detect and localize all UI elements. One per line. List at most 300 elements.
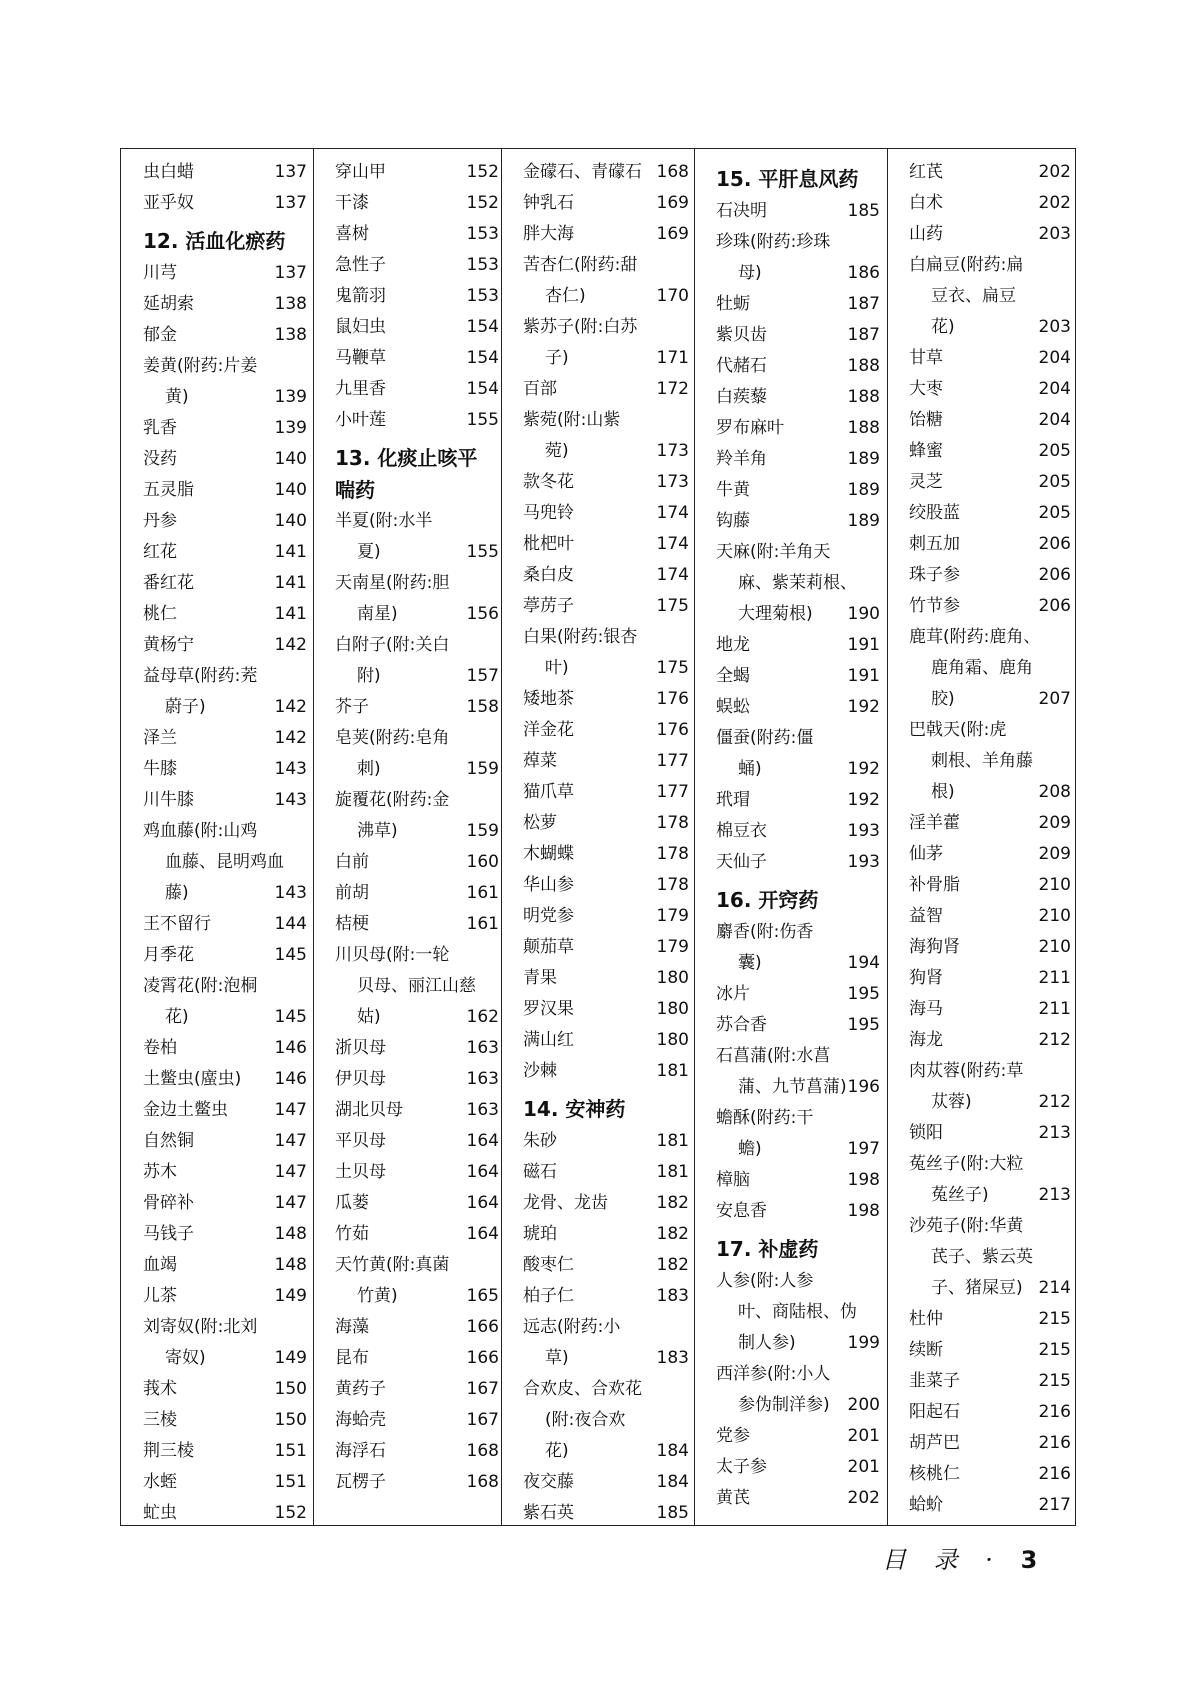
entry-name: 刺五加 [909, 534, 960, 554]
entry-name: 鸡血藤(附:山鸡 [143, 821, 258, 841]
page-number: 151 [274, 1472, 307, 1492]
toc-entry [513, 932, 689, 963]
entry-name: 土贝母 [335, 1162, 386, 1182]
page-number: 175 [656, 658, 689, 678]
entry-name: 锁阳 [909, 1123, 943, 1143]
entry-name: 红芪 [909, 162, 943, 182]
entry-name: 番红花 [143, 573, 194, 593]
toc-entry-continuation [706, 1328, 880, 1359]
toc-entry-continuation [325, 754, 499, 785]
page-number: 205 [1038, 472, 1071, 492]
toc-entry [133, 1126, 307, 1157]
toc-entry [706, 1165, 880, 1196]
toc-entry [706, 816, 880, 847]
toc-entry-continuation [899, 312, 1071, 343]
toc-entry [706, 723, 880, 754]
page-number: 196 [847, 1077, 880, 1097]
page-footer [882, 1540, 1037, 1575]
page-number: 211 [1038, 999, 1071, 1019]
toc-entry-continuation [899, 684, 1071, 715]
page-number: 149 [274, 1348, 307, 1368]
page-number: 138 [274, 294, 307, 314]
page-number: 173 [656, 472, 689, 492]
page-number: 172 [656, 379, 689, 399]
toc-entry [133, 785, 307, 816]
toc-entry [513, 1467, 689, 1498]
page-number: 145 [274, 945, 307, 965]
page-number: 213 [1038, 1123, 1071, 1143]
page-number: 202 [847, 1488, 880, 1508]
entry-name: 郁金 [143, 325, 177, 345]
page-number: 153 [466, 255, 499, 275]
toc-entry [513, 219, 689, 250]
entry-name: 昆布 [335, 1348, 369, 1368]
page-number: 161 [466, 914, 499, 934]
entry-name: 苁蓉) [931, 1092, 972, 1112]
entry-name: 百部 [523, 379, 557, 399]
page-number: 182 [656, 1224, 689, 1244]
toc-entry [899, 1025, 1071, 1056]
page-number: 194 [847, 953, 880, 973]
toc-entry [899, 1056, 1071, 1087]
page-number: 166 [466, 1348, 499, 1368]
entry-name: 三棱 [143, 1410, 177, 1430]
entry-name: 川芎 [143, 263, 177, 283]
entry-name: 13. 化痰止咳平 [335, 446, 478, 470]
toc-entry [325, 878, 499, 909]
page-number: 180 [656, 968, 689, 988]
page-number: 192 [847, 790, 880, 810]
page-number: 195 [847, 1015, 880, 1035]
page-number: 141 [274, 573, 307, 593]
toc-entry-continuation [899, 653, 1071, 684]
toc-entry [325, 785, 499, 816]
toc-column-1 [133, 157, 307, 1525]
page-number: 137 [274, 263, 307, 283]
toc-entry [325, 219, 499, 250]
entry-name: 蔊菜 [523, 751, 557, 771]
page-number: 181 [656, 1131, 689, 1151]
toc-entry [706, 289, 880, 320]
entry-name: 鼠妇虫 [335, 317, 386, 337]
page-number: 181 [656, 1061, 689, 1081]
toc-entry [133, 1157, 307, 1188]
entry-name: 人参(附:人参 [716, 1271, 814, 1291]
toc-entry-continuation [706, 1297, 880, 1328]
toc-entry [899, 1304, 1071, 1335]
page-number: 191 [847, 635, 880, 655]
entry-name: 饴糖 [909, 410, 943, 430]
entry-name: 鹿角霜、鹿角 [931, 658, 1033, 678]
page-number: 147 [274, 1100, 307, 1120]
entry-name: 黄杨宁 [143, 635, 194, 655]
entry-name: 儿茶 [143, 1286, 177, 1306]
entry-name: 干漆 [335, 193, 369, 213]
page-number: 183 [656, 1286, 689, 1306]
page-number: 155 [466, 410, 499, 430]
entry-name: 苏木 [143, 1162, 177, 1182]
toc-entry [706, 979, 880, 1010]
toc-entry [325, 405, 499, 436]
section-heading [706, 878, 880, 917]
entry-name: 韭菜子 [909, 1371, 960, 1391]
page-number: 141 [274, 604, 307, 624]
entry-name: 芥子 [335, 697, 369, 717]
toc-entry [133, 971, 307, 1002]
page-number: 204 [1038, 410, 1071, 430]
page-number: 197 [847, 1139, 880, 1159]
toc-entry [133, 1064, 307, 1095]
page-number: 180 [656, 999, 689, 1019]
toc-entry-continuation [706, 568, 880, 599]
toc-entry [133, 630, 307, 661]
page-number: 187 [847, 294, 880, 314]
entry-name: 牛黄 [716, 480, 750, 500]
toc-entry [706, 1196, 880, 1227]
entry-name: 土鳖虫(䗪虫) [143, 1069, 242, 1089]
toc-entry-continuation [325, 816, 499, 847]
toc-entry [899, 1118, 1071, 1149]
page-number: 140 [274, 480, 307, 500]
page-number: 162 [466, 1007, 499, 1027]
entry-name: 12. 活血化瘀药 [143, 229, 286, 253]
entry-name: 沸草) [357, 821, 398, 841]
entry-name: 胡芦巴 [909, 1433, 960, 1453]
toc-entry [133, 506, 307, 537]
entry-name: 蔚子) [165, 697, 206, 717]
page-number: 188 [847, 387, 880, 407]
toc-entry [325, 157, 499, 188]
page-number: 177 [656, 782, 689, 802]
entry-name: 明党参 [523, 906, 574, 926]
page-number: 159 [466, 759, 499, 779]
page-number: 155 [466, 542, 499, 562]
entry-name: 金边土鳖虫 [143, 1100, 228, 1120]
toc-entry [706, 661, 880, 692]
entry-name: 花) [165, 1007, 189, 1027]
section-heading [706, 157, 880, 196]
page-number: 150 [274, 1410, 307, 1430]
toc-entry [513, 591, 689, 622]
entry-name: 骨碎补 [143, 1193, 194, 1213]
entry-name: 没药 [143, 449, 177, 469]
toc-entry [706, 475, 880, 506]
page-number: 198 [847, 1170, 880, 1190]
toc-column-4 [706, 157, 880, 1525]
toc-entry [899, 560, 1071, 591]
toc-entry [133, 1250, 307, 1281]
toc-entry [325, 1312, 499, 1343]
toc-entry [325, 1126, 499, 1157]
toc-entry [899, 932, 1071, 963]
toc-entry [706, 1359, 880, 1390]
entry-name: 淫羊藿 [909, 813, 960, 833]
footer-separator: · [985, 1546, 1003, 1574]
entry-name: 水蛭 [143, 1472, 177, 1492]
toc-entry [133, 537, 307, 568]
entry-name: 天竹黄(附:真菌 [335, 1255, 450, 1275]
toc-column-3 [513, 157, 689, 1525]
toc-entry [513, 1281, 689, 1312]
toc-entry [513, 808, 689, 839]
toc-entry [133, 188, 307, 219]
toc-entry [899, 1428, 1071, 1459]
page-number: 213 [1038, 1185, 1071, 1205]
entry-name: 伊贝母 [335, 1069, 386, 1089]
toc-entry [899, 188, 1071, 219]
entry-name: 马兜铃 [523, 503, 574, 523]
toc-entry [706, 847, 880, 878]
page-number: 3 [1020, 1546, 1038, 1574]
entry-name: 僵蚕(附药:僵 [716, 728, 814, 748]
entry-name: 卷柏 [143, 1038, 177, 1058]
page-number: 191 [847, 666, 880, 686]
toc-entry-continuation [706, 1134, 880, 1165]
page-number: 163 [466, 1100, 499, 1120]
toc-entry [899, 591, 1071, 622]
entry-name: 黄药子 [335, 1379, 386, 1399]
entry-name: 虻虫 [143, 1503, 177, 1523]
page-number: 209 [1038, 813, 1071, 833]
page-number: 206 [1038, 596, 1071, 616]
toc-entry [513, 622, 689, 653]
entry-name: 参伪制洋参) [738, 1395, 830, 1415]
entry-name: 太子参 [716, 1457, 767, 1477]
toc-entry [899, 529, 1071, 560]
entry-name: 鬼箭羽 [335, 286, 386, 306]
toc-entry [325, 1405, 499, 1436]
toc-entry [899, 715, 1071, 746]
toc-entry [899, 157, 1071, 188]
entry-name: 麻、紫茉莉根、 [738, 573, 857, 593]
page-number: 174 [656, 503, 689, 523]
entry-name: 蜈蚣 [716, 697, 750, 717]
toc-entry [133, 1219, 307, 1250]
page-number: 165 [466, 1286, 499, 1306]
entry-name: 木蝴蝶 [523, 844, 574, 864]
toc-entry [899, 808, 1071, 839]
entry-name: 夏) [357, 542, 381, 562]
toc-entry [706, 1421, 880, 1452]
toc-entry-continuation [513, 1436, 689, 1467]
page-number: 203 [1038, 317, 1071, 337]
page-number: 211 [1038, 968, 1071, 988]
entry-name: 海马 [909, 999, 943, 1019]
page-number: 206 [1038, 534, 1071, 554]
toc-entry [133, 1374, 307, 1405]
entry-name: 苦杏仁(附药:甜 [523, 255, 638, 275]
page-number: 168 [656, 162, 689, 182]
page-number: 139 [274, 418, 307, 438]
toc-entry-continuation [706, 1390, 880, 1421]
page-number: 157 [466, 666, 499, 686]
page-number: 152 [466, 193, 499, 213]
toc-entry [325, 250, 499, 281]
entry-name: 黄芪 [716, 1488, 750, 1508]
toc-entry-continuation [133, 878, 307, 909]
entry-name: 白附子(附:关白 [335, 635, 450, 655]
page-number: 208 [1038, 782, 1071, 802]
page-number: 193 [847, 821, 880, 841]
entry-name: 琥珀 [523, 1224, 557, 1244]
toc-entry [133, 1498, 307, 1529]
entry-name: 矮地茶 [523, 689, 574, 709]
entry-name: 紫苏子(附:白苏 [523, 317, 638, 337]
toc-entry-continuation [325, 661, 499, 692]
entry-name: 珠子参 [909, 565, 960, 585]
page-number: 166 [466, 1317, 499, 1337]
page-number: 163 [466, 1038, 499, 1058]
toc-entry [513, 994, 689, 1025]
entry-name: 天仙子 [716, 852, 767, 872]
entry-name: 子) [545, 348, 569, 368]
toc-entry [325, 940, 499, 971]
section-heading [513, 1087, 689, 1126]
toc-entry [513, 1250, 689, 1281]
toc-entry [899, 1490, 1071, 1521]
entry-name: 14. 安神药 [523, 1097, 626, 1121]
page-number: 204 [1038, 379, 1071, 399]
toc-entry [513, 1025, 689, 1056]
entry-name: 益智 [909, 906, 943, 926]
toc-entry [706, 1010, 880, 1041]
toc-entry [133, 1467, 307, 1498]
entry-name: 远志(附药:小 [523, 1317, 621, 1337]
entry-name: 刺根、羊角藤 [931, 751, 1033, 771]
entry-name: 蟾酥(附药:干 [716, 1108, 814, 1128]
toc-entry [706, 444, 880, 475]
entry-name: 麝香(附:伤香 [716, 922, 814, 942]
entry-name: 莪术 [143, 1379, 177, 1399]
entry-name: 蟾) [738, 1139, 762, 1159]
page-number: 164 [466, 1131, 499, 1151]
entry-name: 灵芝 [909, 472, 943, 492]
entry-name: 川贝母(附:一轮 [335, 945, 450, 965]
toc-entry [513, 467, 689, 498]
toc-entry [325, 281, 499, 312]
column-divider [501, 149, 502, 1525]
entry-name: 白术 [909, 193, 943, 213]
page-number: 167 [466, 1379, 499, 1399]
page-number: 178 [656, 813, 689, 833]
page-number: 184 [656, 1472, 689, 1492]
toc-entry [325, 1374, 499, 1405]
entry-name: 棉豆衣 [716, 821, 767, 841]
toc-entry-continuation [325, 1002, 499, 1033]
toc-entry [133, 1312, 307, 1343]
page-number: 183 [656, 1348, 689, 1368]
toc-entry [706, 382, 880, 413]
toc-entry [706, 351, 880, 382]
entry-name: 丹参 [143, 511, 177, 531]
toc-entry [325, 343, 499, 374]
toc-entry [513, 157, 689, 188]
page-number: 212 [1038, 1092, 1071, 1112]
page-number: 187 [847, 325, 880, 345]
page-number: 153 [466, 224, 499, 244]
toc-entry [706, 413, 880, 444]
entry-name: 金礞石、青礞石 [523, 162, 642, 182]
toc-entry-continuation [133, 1002, 307, 1033]
toc-entry-continuation [133, 1343, 307, 1374]
entry-name: 紫贝齿 [716, 325, 767, 345]
toc-entry-continuation [706, 1072, 880, 1103]
toc-entry [706, 506, 880, 537]
entry-name: 九里香 [335, 379, 386, 399]
page-number: 153 [466, 286, 499, 306]
entry-name: 天南星(附药:胆 [335, 573, 450, 593]
entry-name: 贝母、丽江山慈 [357, 976, 476, 996]
page-number: 176 [656, 689, 689, 709]
entry-name: 核桃仁 [909, 1464, 960, 1484]
toc-entry-continuation [899, 1180, 1071, 1211]
entry-name: 浙贝母 [335, 1038, 386, 1058]
page-number: 142 [274, 697, 307, 717]
toc-entry [133, 289, 307, 320]
entry-name: 姜黄(附药:片姜 [143, 356, 258, 376]
toc-entry [899, 870, 1071, 901]
toc-entry [325, 1033, 499, 1064]
toc-entry-continuation [325, 971, 499, 1002]
toc-frame [120, 148, 1076, 1526]
page-number: 148 [274, 1255, 307, 1275]
toc-entry [899, 250, 1071, 281]
page-number: 179 [656, 906, 689, 926]
toc-entry [325, 909, 499, 940]
entry-name: 旋覆花(附药:金 [335, 790, 450, 810]
page-number: 152 [274, 1503, 307, 1523]
toc-entry [706, 630, 880, 661]
toc-entry [513, 901, 689, 932]
entry-name: 甘草 [909, 348, 943, 368]
entry-name: 狗肾 [909, 968, 943, 988]
page-number: 207 [1038, 689, 1071, 709]
entry-name: 16. 开窍药 [716, 888, 819, 912]
page-number: 217 [1038, 1495, 1071, 1515]
toc-entry [899, 436, 1071, 467]
toc-entry [325, 506, 499, 537]
entry-name: 蒲、九节菖蒲) [738, 1077, 847, 1097]
toc-entry [899, 467, 1071, 498]
page-number: 169 [656, 224, 689, 244]
entry-name: 竹茹 [335, 1224, 369, 1244]
entry-name: 桑白皮 [523, 565, 574, 585]
entry-name: 磁石 [523, 1162, 557, 1182]
page-number: 179 [656, 937, 689, 957]
toc-entry-continuation [513, 653, 689, 684]
entry-name: 海蛤壳 [335, 1410, 386, 1430]
page-number: 205 [1038, 503, 1071, 523]
toc-entry [133, 661, 307, 692]
entry-name: 叶) [545, 658, 569, 678]
entry-name: 豆衣、扁豆 [931, 286, 1016, 306]
toc-entry [133, 444, 307, 475]
toc-entry [513, 1219, 689, 1250]
page-number: 143 [274, 883, 307, 903]
entry-name: 海浮石 [335, 1441, 386, 1461]
entry-name: 杜仲 [909, 1309, 943, 1329]
page-number: 210 [1038, 906, 1071, 926]
page-number: 182 [656, 1193, 689, 1213]
toc-entry [899, 839, 1071, 870]
page-number: 190 [847, 604, 880, 624]
page-number: 152 [466, 162, 499, 182]
page-number: 184 [656, 1441, 689, 1461]
toc-entry [513, 963, 689, 994]
page-number: 169 [656, 193, 689, 213]
page-number: 158 [466, 697, 499, 717]
page-number: 192 [847, 697, 880, 717]
